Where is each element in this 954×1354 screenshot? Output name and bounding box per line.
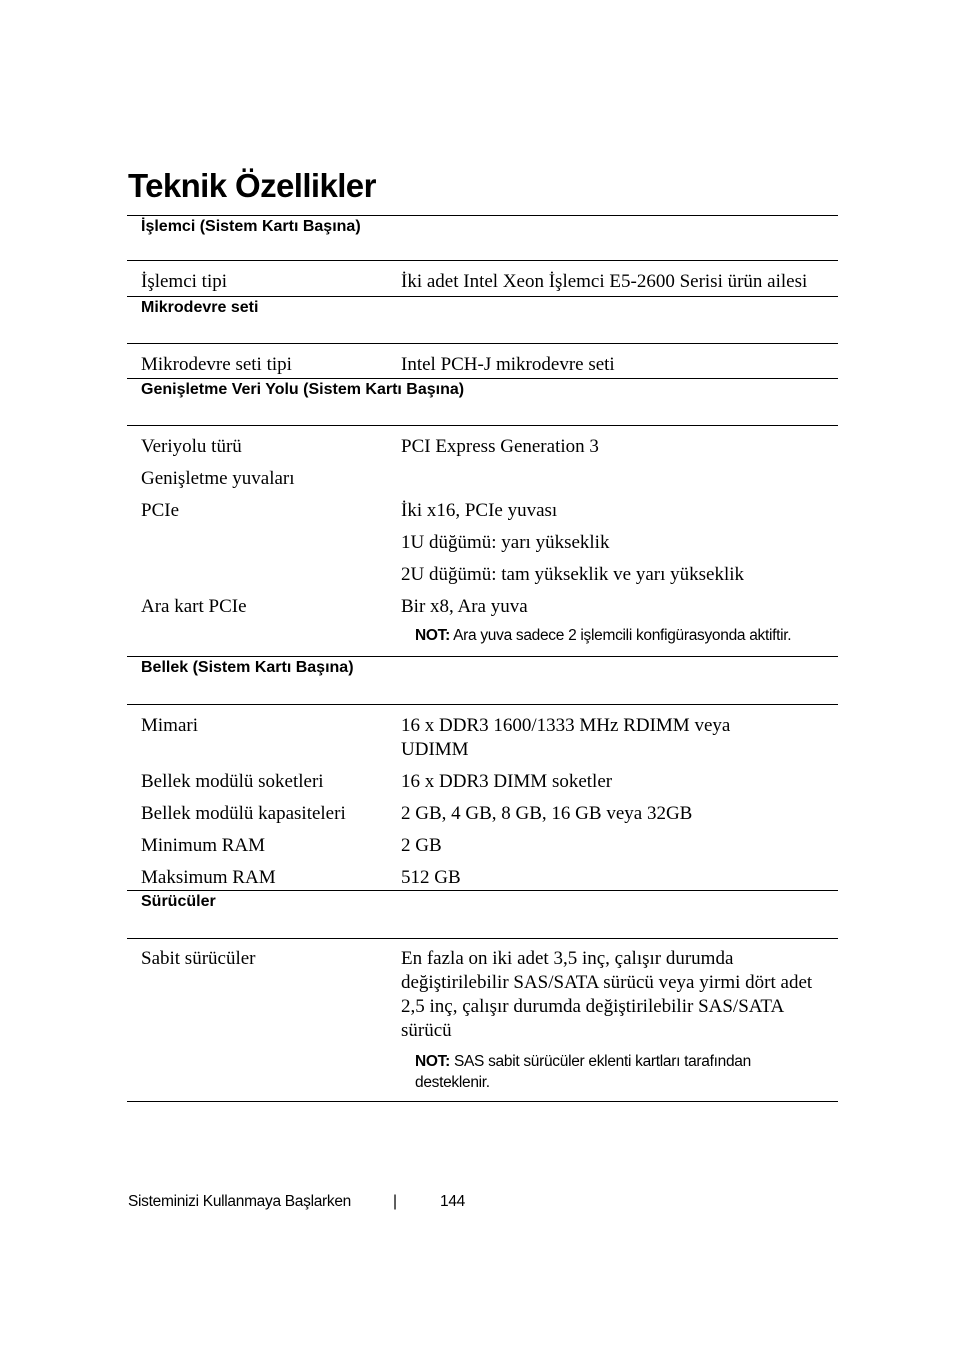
spec-label: Maksimum RAM — [141, 867, 276, 888]
spec-value: 512 GB — [401, 867, 461, 888]
spec-label: Mikrodevre seti tipi — [141, 354, 292, 375]
spec-row — [127, 866, 838, 890]
spec-label: Genişletme yuvaları — [141, 468, 295, 489]
note-text: SAS sabit sürücüler eklenti kartları tarafından desteklenir. — [415, 1053, 751, 1091]
spec-row — [127, 467, 838, 491]
spec-row — [127, 499, 838, 523]
spec-label — [127, 531, 401, 555]
note-label: NOT: — [415, 627, 450, 644]
section-expansion-bus — [127, 378, 838, 646]
spec-row — [127, 714, 838, 762]
page-number: 144 — [440, 1193, 465, 1210]
spec-label: Minimum RAM — [141, 835, 266, 856]
section-header: İşlemci (Sistem Kartı Başına) — [127, 215, 838, 261]
footer-title: Sisteminizi Kullanmaya Başlarken — [128, 1193, 351, 1210]
spec-row — [127, 947, 838, 1043]
spec-label: Mimari — [141, 715, 198, 736]
spec-label: PCIe — [141, 500, 179, 521]
spec-row — [127, 531, 838, 555]
spec-row — [127, 352, 838, 377]
spec-value: İki x16, PCIe yuvası — [401, 500, 558, 521]
spec-value: 2 GB, 4 GB, 8 GB, 16 GB veya 32GB — [401, 803, 693, 824]
spec-label: Ara kart PCIe — [141, 596, 247, 617]
spec-value: 2 GB — [401, 835, 442, 856]
note-label: NOT: — [415, 1053, 450, 1070]
note — [127, 1051, 838, 1093]
section-chipset — [127, 296, 838, 377]
spec-value: En fazla on iki adet 3,5 inç, çalışır durumda değiştirilebilir SAS/SATA sürücü veya yirmi dört adet 2,5 inç, çalışır durumda değiştirilebilir SAS/SATA sürücü — [401, 948, 813, 1041]
section-header: Sürücüler — [127, 890, 838, 939]
spec-row — [127, 563, 838, 587]
section-memory — [127, 656, 838, 890]
spec-row — [127, 802, 838, 826]
spec-value: PCI Express Generation 3 — [401, 436, 599, 457]
spec-label: Sabit sürücüler — [141, 948, 256, 969]
section-drives — [127, 890, 838, 1102]
page-title: Teknik Özellikler — [128, 167, 376, 204]
section-header: Mikrodevre seti — [127, 296, 838, 344]
spec-row — [127, 834, 838, 858]
section-processor — [127, 215, 838, 294]
spec-label: Veriyolu türü — [141, 436, 242, 457]
spec-label: Bellek modülü soketleri — [141, 771, 324, 792]
spec-row — [127, 435, 838, 459]
spec-value: 16 x DDR3 1600/1333 MHz RDIMM veya UDIMM — [401, 715, 731, 760]
spec-row — [127, 770, 838, 794]
spec-table — [127, 215, 838, 1102]
spec-value: 16 x DDR3 DIMM soketler — [401, 771, 613, 792]
section-header: Bellek (Sistem Kartı Başına) — [127, 656, 838, 705]
note — [127, 625, 838, 646]
footer-separator: | — [393, 1193, 397, 1210]
note-text: Ara yuva sadece 2 işlemcili konfigürasyonda aktiftir. — [453, 627, 792, 644]
spec-value: Bir x8, Ara yuva — [401, 596, 528, 617]
spec-value: 2U düğümü: tam yükseklik ve yarı yükseklik — [401, 564, 745, 585]
spec-value: İki adet Intel Xeon İşlemci E5-2600 Serisi ürün ailesi — [401, 271, 808, 292]
spec-value: 1U düğümü: yarı yükseklik — [401, 532, 610, 553]
spec-value — [401, 467, 838, 491]
spec-row — [127, 270, 838, 294]
spec-label — [127, 563, 401, 587]
spec-label: İşlemci tipi — [141, 271, 228, 292]
spec-row — [127, 595, 838, 619]
section-header: Genişletme Veri Yolu (Sistem Kartı Başına) — [127, 378, 838, 426]
table-bottom-rule — [127, 1101, 838, 1102]
spec-label: Bellek modülü kapasiteleri — [141, 803, 346, 824]
spec-value: Intel PCH-J mikrodevre seti — [401, 354, 615, 375]
